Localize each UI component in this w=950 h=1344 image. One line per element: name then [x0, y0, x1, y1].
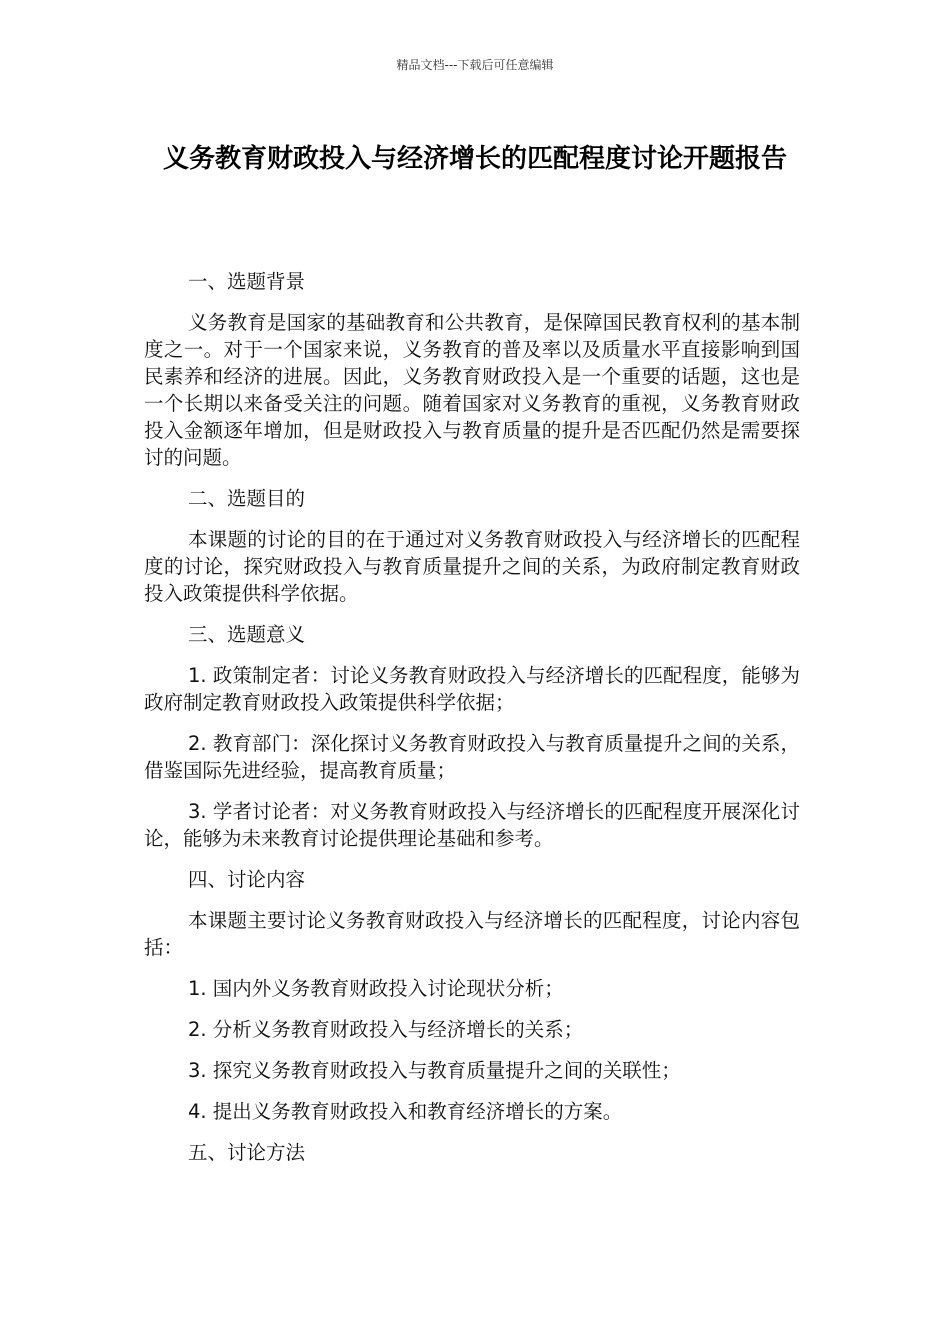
document-title: 义务教育财政投入与经济增长的匹配程度讨论开题报告 — [162, 144, 787, 174]
section-heading-content: 四、讨论内容 — [188, 868, 306, 891]
document-body — [144, 268, 800, 1180]
list-item-content-2: 2. 分析义务教育财政投入与经济增长的关系； — [188, 1018, 584, 1041]
list-item-significance-2: 2. 教育部门：深化探讨义务教育财政投入与教育质量提升之间的关系，借鉴国际先进经验，提高教育质量； — [144, 732, 800, 782]
list-item-content-4: 4. 提出义务教育财政投入和教育经济增长的方案。 — [188, 1100, 623, 1123]
section-heading-significance: 三、选题意义 — [188, 623, 306, 646]
paragraph-purpose: 本课题的讨论的目的在于通过对义务教育财政投入与经济增长的匹配程度的讨论，探究财政投入与教育质量提升之间的关系，为政府制定教育财政投入政策提供科学依据。 — [144, 528, 800, 605]
section-heading-background: 一、选题背景 — [188, 270, 306, 293]
section-heading-method: 五、讨论方法 — [188, 1141, 306, 1164]
list-item-significance-3: 3. 学者讨论者：对义务教育财政投入与经济增长的匹配程度开展深化讨论，能够为未来教育讨论提供理论基础和参考。 — [144, 800, 800, 850]
list-item-content-1: 1. 国内外义务教育财政投入讨论现状分析； — [188, 977, 564, 1000]
section-heading-purpose: 二、选题目的 — [188, 487, 306, 510]
page-header-watermark: 精品文档---下载后可任意编辑 — [396, 58, 554, 72]
list-item-content-3: 3. 探究义务教育财政投入与教育质量提升之间的关联性； — [188, 1059, 681, 1082]
list-item-significance-1: 1. 政策制定者：讨论义务教育财政投入与经济增长的匹配程度，能够为政府制定教育财政投入政策提供科学依据； — [144, 664, 800, 714]
paragraph-content-intro: 本课题主要讨论义务教育财政投入与经济增长的匹配程度，讨论内容包括： — [144, 909, 800, 959]
paragraph-background: 义务教育是国家的基础教育和公共教育，是保障国民教育权利的基本制度之一。对于一个国家来说，义务教育的普及率以及质量水平直接影响到国民素养和经济的进展。因此，义务教育财政投入是一个重要的话题，这也是一个长期以来备受关注的问题。随着国家对义务教育的重视，义务教育财政投入金额逐年增加，但是财政投入与教育质量的提升是否匹配仍然是需要探讨的问题。 — [144, 311, 800, 469]
